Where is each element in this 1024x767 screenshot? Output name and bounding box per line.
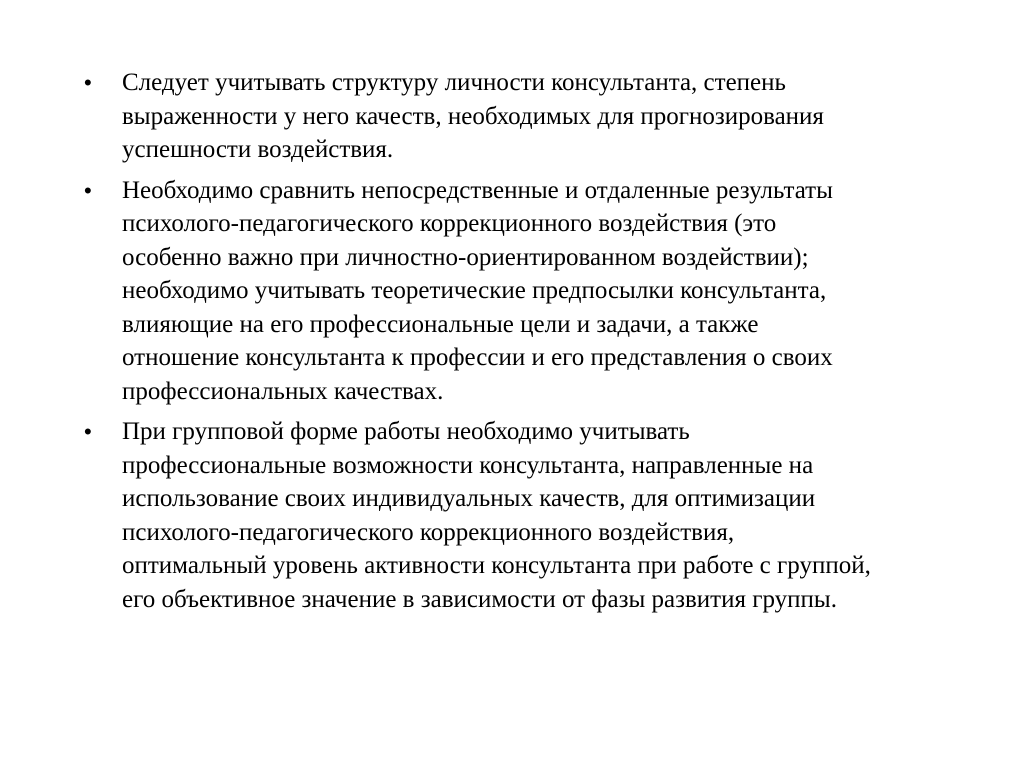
bullet-2-line-4: необходимо учитывать теоретические предпосылки консультанта, bbox=[122, 277, 827, 304]
bullet-3-line-5: оптимальный уровень активности консультанта при работе с группой, bbox=[122, 552, 871, 579]
bullet-1-line-3: успешности воздействия. bbox=[122, 136, 394, 163]
bullet-3-line-2: профессиональные возможности консультанта, направленные на bbox=[122, 451, 814, 479]
bullet-item-2 bbox=[82, 174, 982, 409]
bullet-3-line-1: При групповой форме работы необходимо учитывать bbox=[122, 418, 690, 445]
bullet-2-line-6: отношение консультанта к профессии и его представления о своих bbox=[122, 344, 833, 371]
bullet-3-line-4: психолого-педагогического коррекционного воздействия, bbox=[122, 518, 735, 546]
bullet-dot-icon: • bbox=[84, 419, 92, 444]
bullet-1-line-2: выраженности у него качеств, необходимых для прогнозирования bbox=[122, 102, 824, 130]
bullet-3-line-6: его объективное значение в зависимости от фазы развития группы. bbox=[122, 585, 837, 613]
bullet-3-line-3: использование своих индивидуальных качеств, для оптимизации bbox=[122, 485, 816, 512]
bullet-dot-icon: • bbox=[84, 177, 92, 203]
bullet-2-line-5: влияющие на его профессиональные цели и задачи, а также bbox=[122, 310, 759, 338]
bullet-2-line-3: особенно важно при личностно-ориентированном воздействии); bbox=[122, 243, 809, 271]
bullet-2-line-1: Необходимо сравнить непосредственные и отдаленные результаты bbox=[122, 176, 833, 204]
bullet-list bbox=[82, 66, 982, 623]
bullet-item-3 bbox=[82, 415, 982, 616]
bullet-2-line-2: психолого-педагогического коррекционного воздействия (это bbox=[122, 210, 777, 237]
bullet-dot-icon: • bbox=[84, 70, 92, 95]
bullet-2-line-7: профессиональных качествах. bbox=[122, 377, 444, 405]
bullet-1-line-1: Следует учитывать структуру личности консультанта, степень bbox=[122, 69, 786, 96]
bullet-item-1 bbox=[82, 66, 982, 167]
